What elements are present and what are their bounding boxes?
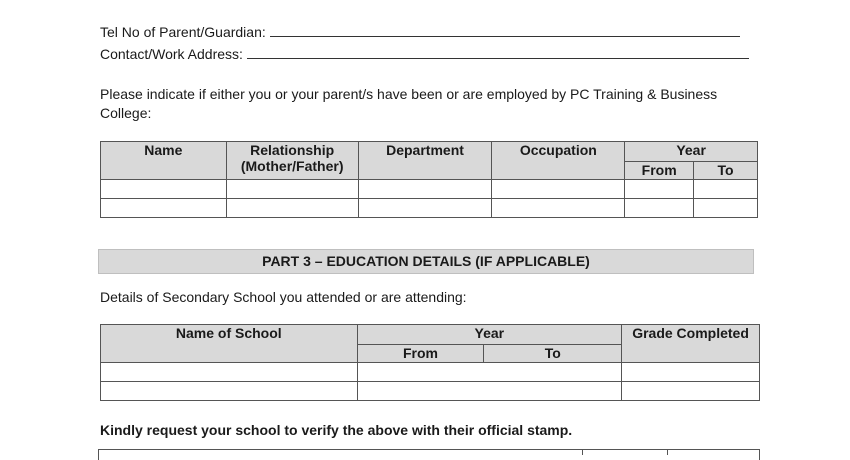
- col-year-to: To: [694, 162, 758, 180]
- col-school-year: Year: [357, 325, 622, 345]
- employment-prompt: Please indicate if either you or your parent/s have been or are employed by PC Training & Business College:: [100, 86, 718, 121]
- tel-label: Tel No of Parent/Guardian:: [100, 24, 266, 40]
- col-grade: Grade Completed: [622, 325, 760, 363]
- col-relationship: [226, 142, 358, 180]
- col-school-to: To: [484, 345, 622, 363]
- part3-title: PART 3 – EDUCATION DETAILS (IF APPLICABLE): [98, 249, 754, 274]
- col-department: Department: [358, 142, 492, 180]
- tel-input-line[interactable]: [270, 24, 740, 37]
- col-occupation: Occupation: [492, 142, 625, 180]
- col-relationship-label: Relationship: [250, 142, 335, 158]
- address-input-line[interactable]: [247, 46, 749, 59]
- address-line: [100, 46, 749, 62]
- col-year: Year: [625, 142, 758, 162]
- verify-note: Kindly request your school to verify the above with their official stamp.: [100, 422, 573, 438]
- school-intro: Details of Secondary School you attended or are attending:: [100, 289, 467, 305]
- table-row: [101, 382, 760, 401]
- table-row: [101, 180, 758, 199]
- next-table-divider: [667, 449, 668, 455]
- school-table: [100, 324, 760, 401]
- col-school-from: From: [357, 345, 484, 363]
- table-row: [101, 363, 760, 382]
- tel-line: [100, 24, 740, 40]
- col-name: Name: [101, 142, 227, 180]
- col-year-from: From: [625, 162, 694, 180]
- col-relationship-sub: (Mother/Father): [240, 158, 344, 174]
- col-school: Name of School: [101, 325, 358, 363]
- table-row: [101, 199, 758, 218]
- address-label: Contact/Work Address:: [100, 46, 243, 62]
- next-table-divider: [582, 449, 583, 455]
- employment-table: [100, 141, 758, 218]
